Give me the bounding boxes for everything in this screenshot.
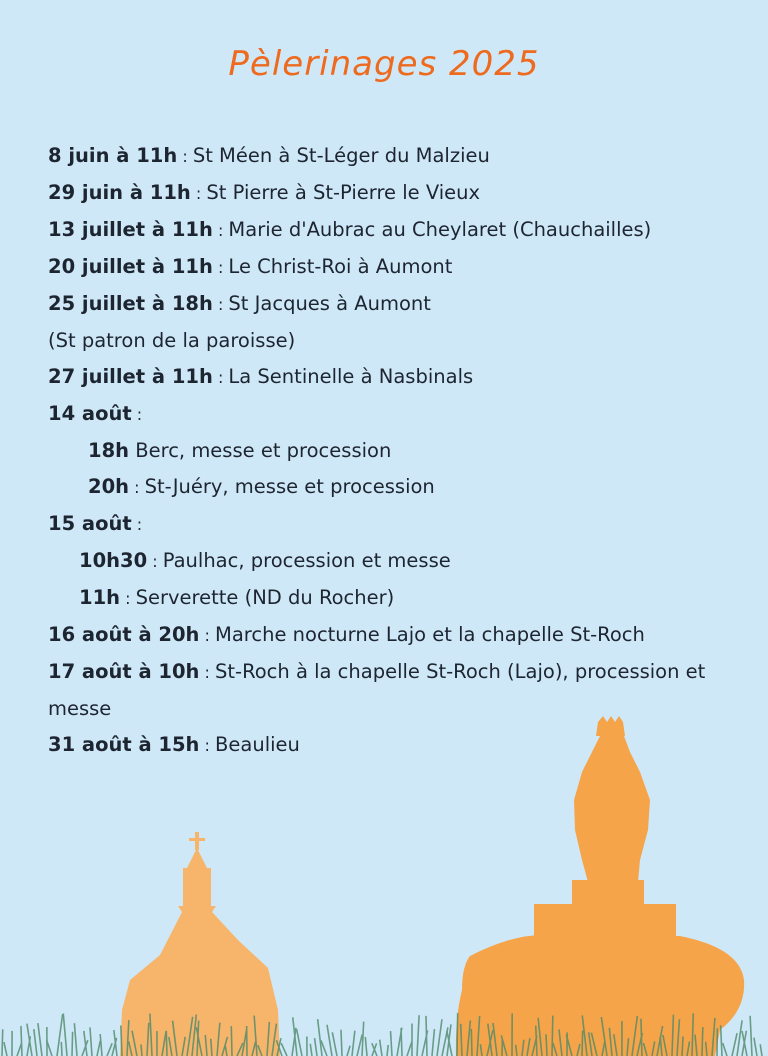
entry-text: St Jacques à Aumont: [228, 292, 431, 315]
grass-blade: [417, 1015, 419, 1056]
grass-blade: [166, 1031, 167, 1056]
list-item: 20h : St-Juéry, messe et procession: [88, 475, 435, 498]
entry-date: 13 juillet à 11h: [48, 218, 213, 241]
grass-blade: [754, 1038, 757, 1056]
entry-text: La Sentinelle à Nasbinals: [228, 365, 474, 388]
grass-blade: [407, 1042, 412, 1056]
grass-blade: [732, 1033, 737, 1056]
list-item: 8 juin à 11h : St Méen à St-Léger du Malzieu: [48, 144, 490, 167]
entry-text: Paulhac, procession et messe: [162, 549, 451, 572]
entry-date: 25 juillet à 18h: [48, 292, 213, 315]
entry-date: 15 août: [48, 512, 132, 535]
grass-blade: [641, 1019, 642, 1056]
entry-date: 14 août: [48, 402, 132, 425]
entry-date: 16 août à 20h: [48, 623, 200, 646]
grass-blade: [90, 1027, 92, 1056]
grass-blade: [362, 1022, 364, 1056]
grass-blade: [2, 1029, 3, 1056]
grass-blade: [100, 1034, 102, 1056]
grass-blade: [63, 1014, 67, 1056]
grass-blade: [387, 1045, 388, 1056]
grass-blade: [401, 1028, 402, 1056]
entry-date: 17 août à 10h: [48, 660, 200, 683]
grass-blade: [61, 1042, 62, 1056]
grass-blade: [107, 1043, 112, 1056]
madonna-statue-silhouette: [456, 716, 744, 1056]
grass-blade: [365, 1037, 367, 1056]
entry-text: Marche nocturne Lajo et la chapelle St-Roch: [215, 623, 645, 646]
grass-blade: [315, 1038, 317, 1056]
entry-text: Le Christ-Roi à Aumont: [228, 255, 453, 278]
grass-blade: [97, 1041, 100, 1056]
grass-blade: [723, 1043, 727, 1056]
grass-blade: [4, 1042, 7, 1056]
list-item: 29 juin à 11h : St Pierre à St-Pierre le Vieux: [48, 181, 481, 204]
grass-blade: [114, 1030, 117, 1056]
grass-blade: [34, 1029, 37, 1056]
entry-text: St-Juéry, messe et procession: [144, 475, 435, 498]
grass-blade: [437, 1019, 442, 1056]
list-item: 25 juillet à 18h : St Jacques à Aumont: [48, 292, 431, 315]
entry-date: 31 août à 15h: [48, 733, 200, 756]
list-item: 16 août à 20h : Marche nocturne Lajo et la chapelle St-Roch: [48, 623, 645, 646]
entry-note: (St patron de la paroisse): [48, 329, 296, 352]
list-item: [48, 323, 748, 359]
entry-date: 27 juillet à 11h: [48, 365, 213, 388]
entry-text: Beaulieu: [215, 733, 300, 756]
entry-text: St Pierre à St-Pierre le Vieux: [206, 181, 481, 204]
page-title: Pèlerinages 2025: [228, 44, 540, 84]
grass-blade: [760, 1044, 762, 1056]
pilgrimage-schedule: [48, 138, 748, 764]
entry-text: St Méen à St-Léger du Malzieu: [192, 144, 490, 167]
grass-blade: [582, 1030, 583, 1056]
list-item: 20 juillet à 11h : Le Christ-Roi à Aumont: [48, 255, 453, 278]
grass-blade: [74, 1023, 77, 1056]
entry-date: 8 juin à 11h: [48, 144, 178, 167]
list-item: 10h30 : Paulhac, procession et messe: [79, 549, 451, 572]
grass-blade: [297, 1029, 302, 1056]
entry-text: Berc, messe et procession: [135, 439, 392, 462]
grass-blade: [391, 1031, 392, 1056]
grass-blade: [72, 1032, 73, 1056]
chapel-silhouette: [120, 832, 280, 1056]
grass-blade: [552, 1016, 553, 1056]
grass-blade: [426, 1016, 427, 1056]
entry-text: Marie d'Aubrac au Cheylaret (Chauchailles): [228, 218, 652, 241]
grass-blade: [546, 1034, 547, 1056]
entry-time: 11h: [79, 586, 121, 609]
grass-blade: [141, 1044, 142, 1056]
grass-blade: [750, 1016, 752, 1056]
grass-blade: [702, 1027, 703, 1056]
entry-text: Serverette (ND du Rocher): [135, 586, 395, 609]
entry-date: 29 juin à 11h: [48, 181, 191, 204]
entry-time: 10h30: [79, 549, 148, 572]
grass-blade: [352, 1031, 355, 1056]
grass-blade: [432, 1029, 434, 1056]
list-item: 11h : Serverette (ND du Rocher): [79, 586, 395, 609]
grass-blade: [231, 1026, 232, 1056]
grass-blade: [737, 1020, 742, 1056]
grass-blade: [21, 1026, 22, 1056]
grass-blade: [721, 1025, 722, 1056]
list-item: 15 août :: [48, 512, 143, 535]
list-item: [48, 433, 748, 469]
entry-text: St-Roch à la chapelle St-Roch (Lajo), procession et messe: [48, 660, 706, 720]
list-item: 27 juillet à 11h : La Sentinelle à Nasbinals: [48, 365, 474, 388]
list-item: 13 juillet à 11h : Marie d'Aubrac au Cheylaret (Chauchailles): [48, 218, 652, 241]
list-item: 14 août :: [48, 402, 143, 425]
list-item: 17 août à 10h : St-Roch à la chapelle St-Roch (Lajo), procession et messe: [48, 660, 706, 720]
grass-blade: [332, 1032, 337, 1056]
list-item: 31 août à 15h : Beaulieu: [48, 733, 300, 756]
entry-time: 20h: [88, 475, 130, 498]
entry-time: 18h: [88, 439, 130, 462]
grass-blade: [341, 1030, 342, 1056]
grass-blade: [347, 1046, 350, 1056]
grass-blade: [682, 1037, 683, 1056]
grass-blade: [471, 1029, 472, 1056]
grass-blade: [310, 1044, 312, 1056]
grass-blade: [380, 1040, 382, 1056]
grass-blade: [38, 1023, 42, 1056]
grass-blade: [457, 1013, 458, 1056]
grass-blade: [327, 1025, 332, 1056]
grass-blade: [318, 1019, 322, 1056]
entry-date: 20 juillet à 11h: [48, 255, 213, 278]
